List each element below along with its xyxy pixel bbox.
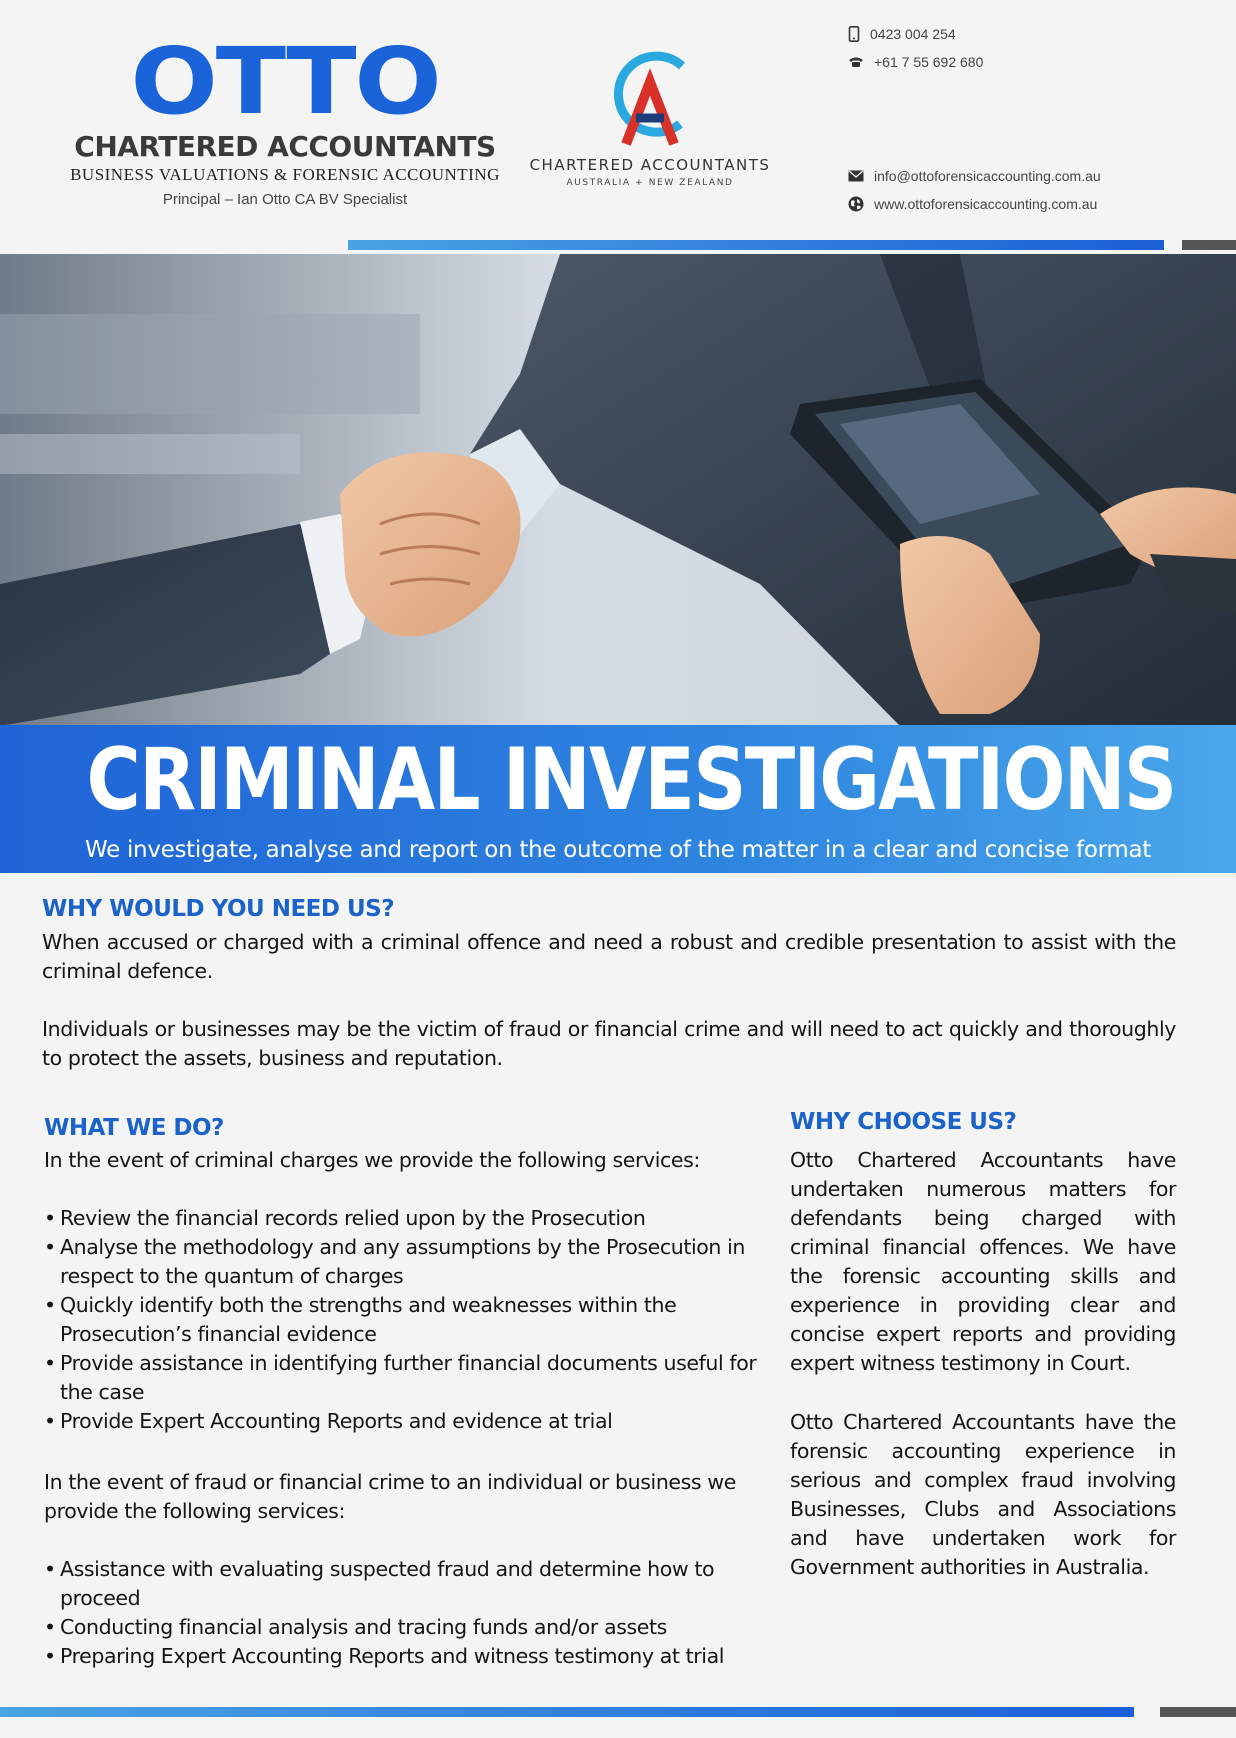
list-item: • Assistance with evaluating suspected fraud and determine how to proceed <box>42 1555 782 1613</box>
list-item: • Review the financial records relied upon by the Prosecution <box>42 1204 782 1233</box>
email-link[interactable]: info@ottoforensicaccounting.com.au <box>874 168 1101 184</box>
list-item: • Analyse the methodology and any assumptions by the Prosecution in respect to the quantum of charges <box>42 1233 782 1291</box>
ca-anz-logo <box>520 42 780 188</box>
otto-logo <box>60 28 510 208</box>
hero-image <box>0 254 1236 726</box>
email-icon <box>848 170 864 182</box>
mobile-icon <box>848 26 860 42</box>
heading-why-need: WHY WOULD YOU NEED US? <box>42 896 395 922</box>
what-we-do-intro-1: In the event of criminal charges we provide the following services: <box>44 1148 700 1172</box>
contact-web <box>848 196 1097 212</box>
handshake-photo <box>0 254 1236 726</box>
bottom-accent-bar <box>0 1707 1134 1717</box>
what-we-do-intro-2: In the event of fraud or financial crime to an individual or business we provide the following services: <box>44 1470 736 1523</box>
why-choose-para-1: Otto Chartered Accountants have undertaken numerous matters for defendants being charged with criminal financial offences. We have the forensic accounting skills and experience in providing clear and concise expert reports and providing expert witness testimony in Court. <box>790 1148 1176 1375</box>
phone-icon <box>848 56 864 68</box>
page-title: CRIMINAL INVESTIGATIONS <box>86 730 1176 830</box>
services-list-fraud <box>42 1555 782 1671</box>
bottom-dark-bar <box>1160 1707 1236 1717</box>
principal-text: Principal – Ian Otto CA BV Specialist <box>162 191 408 208</box>
contact-phone <box>848 54 983 70</box>
otto-wordmark: OTTO <box>130 28 440 135</box>
globe-icon <box>848 196 864 212</box>
otto-line-chartered: CHARTERED ACCOUNTANTS <box>74 130 496 163</box>
why-need-para-2: Individuals or businesses may be the victim of fraud or financial crime and will need to act quickly and thoroughly to protect the assets, business and reputation. <box>42 1017 1176 1070</box>
header <box>0 0 1236 250</box>
page-subtitle: We investigate, analyse and report on the outcome of the matter in a clear and concise format <box>85 837 1151 863</box>
phone-number[interactable]: +61 7 55 692 680 <box>874 54 984 70</box>
mobile-number[interactable]: 0423 004 254 <box>870 26 956 42</box>
ca-subtitle: AUSTRALIA + NEW ZEALAND <box>566 178 734 188</box>
heading-why-choose: WHY CHOOSE US? <box>790 1109 1017 1135</box>
contact-mobile <box>848 26 956 42</box>
ca-title: CHARTERED ACCOUNTANTS <box>529 156 771 174</box>
top-dark-bar <box>1182 240 1236 250</box>
ca-mark-icon <box>600 42 700 146</box>
heading-what-we-do: WHAT WE DO? <box>44 1115 224 1141</box>
list-item: • Quickly identify both the strengths and weaknesses within the Prosecution’s financial evidence <box>42 1291 782 1349</box>
otto-line-services: BUSINESS VALUATIONS & FORENSIC ACCOUNTING <box>70 165 500 184</box>
top-accent-bar <box>348 240 1164 250</box>
list-item: • Provide assistance in identifying further financial documents useful for the case <box>42 1349 782 1407</box>
list-item: • Preparing Expert Accounting Reports and witness testimony at trial <box>42 1642 782 1671</box>
why-need-para-1: When accused or charged with a criminal offence and need a robust and credible presentation to assist with the criminal defence. <box>42 930 1176 983</box>
services-list-criminal <box>42 1204 782 1436</box>
why-choose-para-2: Otto Chartered Accountants have the forensic accounting experience in serious and complex fraud involving Businesses, Clubs and Associations and have undertaken work for Government authorities in Australia. <box>790 1410 1176 1579</box>
list-item: • Conducting financial analysis and tracing funds and/or assets <box>42 1613 782 1642</box>
list-item: • Provide Expert Accounting Reports and evidence at trial <box>42 1407 782 1436</box>
title-banner <box>0 725 1236 873</box>
contact-email <box>848 168 1101 184</box>
website-link[interactable]: www.ottoforensicaccounting.com.au <box>874 196 1098 212</box>
